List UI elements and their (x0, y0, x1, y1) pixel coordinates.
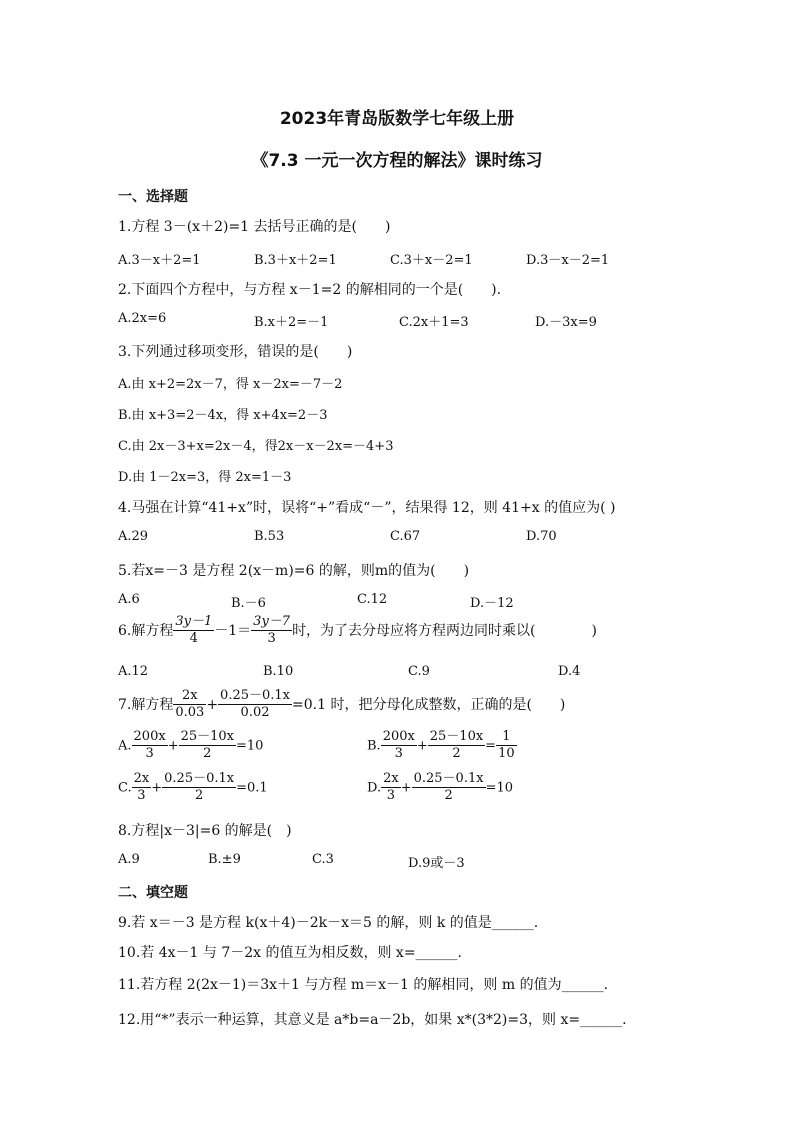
q6-suffix: 时，为了去分母应将方程两边同时乘以( ) (292, 622, 597, 639)
q7-option-b-label: B. (367, 738, 381, 754)
q7-d-f2-den: 2 (444, 788, 453, 804)
q5-option-b: B.－6 (231, 596, 266, 611)
q7-fraction-1-denominator: 0.03 (175, 705, 205, 721)
q7-b-plus: + (416, 738, 428, 754)
q7-a-fraction-1 (132, 729, 168, 763)
question-2: 2.下面四个方程中，与方程 x－1=2 的解相同的一个是( ). (118, 282, 502, 298)
q7-fraction-1-numerator: 2x (173, 688, 206, 705)
q7-fraction-2-numerator: 0.25－0.1x (218, 688, 292, 705)
q7-d-f1-num: 2x (381, 771, 401, 788)
q8-option-d: D.9或－3 (408, 856, 465, 871)
question-1: 1.方程 3－(x＋2)=1 去括号正确的是( ) (118, 219, 391, 235)
q7-c-f2-den: 2 (194, 788, 204, 804)
q1-option-c: C.3＋x－2=1 (390, 253, 473, 268)
q6-option-c: C.9 (408, 664, 430, 679)
q7-b-fraction-3 (496, 729, 517, 763)
q8-option-a: A.9 (118, 852, 140, 867)
q7-a-f2-num: 25－10x (179, 729, 236, 746)
q7-d-f2-num: 0.25－0.1x (412, 771, 486, 788)
q7-prefix: 7.解方程 (118, 696, 174, 713)
q2-option-d: D.－3x=9 (535, 315, 597, 330)
q4-option-d: D.70 (526, 529, 557, 544)
question-6 (118, 614, 597, 648)
q1-option-b: B.3＋x＋2=1 (254, 253, 337, 268)
q7-suffix: =0.1 时，把分母化成整数，正确的是( ) (292, 696, 566, 713)
q6-fraction-1-denominator: 4 (189, 631, 198, 647)
q5-option-a: A.6 (118, 592, 140, 607)
q6-prefix: 6.解方程 (118, 622, 174, 639)
q7-a-f2-den: 2 (203, 746, 212, 762)
q8-option-b: B.±9 (208, 852, 241, 867)
q7-option-d-label: D. (367, 780, 382, 796)
q1-option-d: D.3－x－2=1 (526, 253, 610, 268)
question-5: 5.若x=－3 是方程 2(x－m)=6 的解，则m的值为( ) (118, 563, 470, 579)
q7-a-rhs: =10 (236, 738, 264, 754)
question-9: 9.若 x＝－3 是方程 k(x＋4)－2k－x＝5 的解，则 k 的值是______. (118, 915, 539, 931)
q6-fraction-2 (251, 614, 292, 648)
q7-d-f1-den: 3 (386, 788, 396, 804)
q7-c-fraction-2 (162, 771, 236, 805)
q6-option-a: A.12 (118, 664, 149, 679)
question-10: 10.若 4x－1 与 7－2x 的值互为相反数，则 x=______. (118, 945, 463, 961)
section-heading-choice: 一、选择题 (118, 189, 188, 205)
q4-option-a: A.29 (118, 529, 149, 544)
q7-b-f2-den: 2 (452, 746, 461, 762)
q7-a-fraction-2 (179, 729, 236, 763)
q7-fraction-1 (173, 688, 206, 722)
question-8: 8.方程|x－3|=6 的解是( ) (118, 823, 292, 839)
q7-option-c-label: C. (118, 780, 132, 796)
q7-fraction-2 (218, 688, 292, 722)
q2-option-b: B.x＋2=－1 (254, 315, 329, 330)
q6-fraction-1-numerator: 3y－1 (173, 614, 214, 631)
q7-c-f1-num: 2x (132, 771, 152, 788)
q7-b-f1-num: 200x (381, 729, 417, 746)
q7-b-eq: = (485, 738, 497, 754)
q7-d-fraction-2 (412, 771, 486, 805)
q3-option-b: B.由 x+3=2－4x，得 x+4x=2－3 (118, 408, 328, 423)
q4-option-b: B.53 (254, 529, 285, 544)
q7-d-rhs: =10 (485, 780, 513, 796)
q7-c-rhs: =0.1 (236, 780, 268, 796)
q7-option-a-label: A. (118, 738, 132, 754)
q7-option-a (118, 729, 263, 763)
q1-option-a: A.3－x＋2=1 (118, 253, 201, 268)
q6-option-b: B.10 (263, 664, 294, 679)
q7-b-fraction-2 (428, 729, 485, 763)
q7-a-f1-den: 3 (145, 746, 154, 762)
q3-option-a: A.由 x+2=2x－7，得 x－2x=－7－2 (118, 377, 343, 392)
q6-fraction-2-denominator: 3 (267, 631, 276, 647)
question-12: 12.用“*”表示一种运算，其意义是 a*b=a－2b，如果 x*(3*2)=3，则 x=______. (118, 1012, 627, 1028)
question-4: 4.马强在计算“41+x”时，误将“+”看成“－”，结果得 12，则 41+x 的值应为( ) (118, 500, 616, 516)
q7-c-plus: + (151, 780, 163, 796)
q3-option-c: C.由 2x－3+x=2x－4，得2x－x－2x=－4+3 (118, 439, 394, 454)
q4-option-c: C.67 (390, 529, 421, 544)
section-heading-fill: 二、填空题 (118, 885, 188, 901)
q3-option-d: D.由 1－2x=3，得 2x=1－3 (118, 470, 292, 485)
q2-option-c: C.2x＋1=3 (399, 315, 469, 330)
q7-c-f2-num: 0.25－0.1x (162, 771, 236, 788)
q6-option-d: D.4 (558, 664, 581, 679)
q7-a-plus: + (167, 738, 179, 754)
q7-option-b (367, 729, 517, 763)
q7-b-fraction-1 (381, 729, 417, 763)
q2-option-a: A.2x=6 (118, 311, 167, 326)
q7-plus: + (206, 696, 219, 713)
q7-option-d (367, 771, 513, 805)
q5-option-d: D.－12 (470, 596, 514, 611)
q7-b-f2-num: 25－10x (428, 729, 485, 746)
q8-option-c: C.3 (312, 852, 334, 867)
q7-fraction-2-denominator: 0.02 (240, 705, 270, 721)
question-3: 3.下列通过移项变形，错误的是( ) (118, 344, 353, 360)
q7-b-f3-den: 10 (498, 746, 515, 762)
q7-a-f1-num: 200x (132, 729, 168, 746)
page-subtitle: 《7.3 一元一次方程的解法》课时练习 (251, 151, 543, 171)
question-7 (118, 688, 565, 722)
page-title: 2023年青岛版数学七年级上册 (279, 109, 515, 129)
q6-fraction-2-numerator: 3y－7 (251, 614, 292, 631)
q7-d-fraction-1 (381, 771, 401, 805)
q6-fraction-1 (173, 614, 214, 648)
q7-b-f3-num: 1 (496, 729, 517, 746)
q5-option-c: C.12 (357, 592, 388, 607)
question-11: 11.若方程 2(2x－1)＝3x＋1 与方程 m＝x－1 的解相同，则 m 的值为______. (118, 977, 609, 993)
q7-d-plus: + (400, 780, 412, 796)
q7-c-fraction-1 (132, 771, 152, 805)
q7-option-c (118, 771, 268, 805)
q7-b-f1-den: 3 (394, 746, 403, 762)
q7-c-f1-den: 3 (137, 788, 146, 804)
q6-middle: －1＝ (214, 622, 252, 639)
